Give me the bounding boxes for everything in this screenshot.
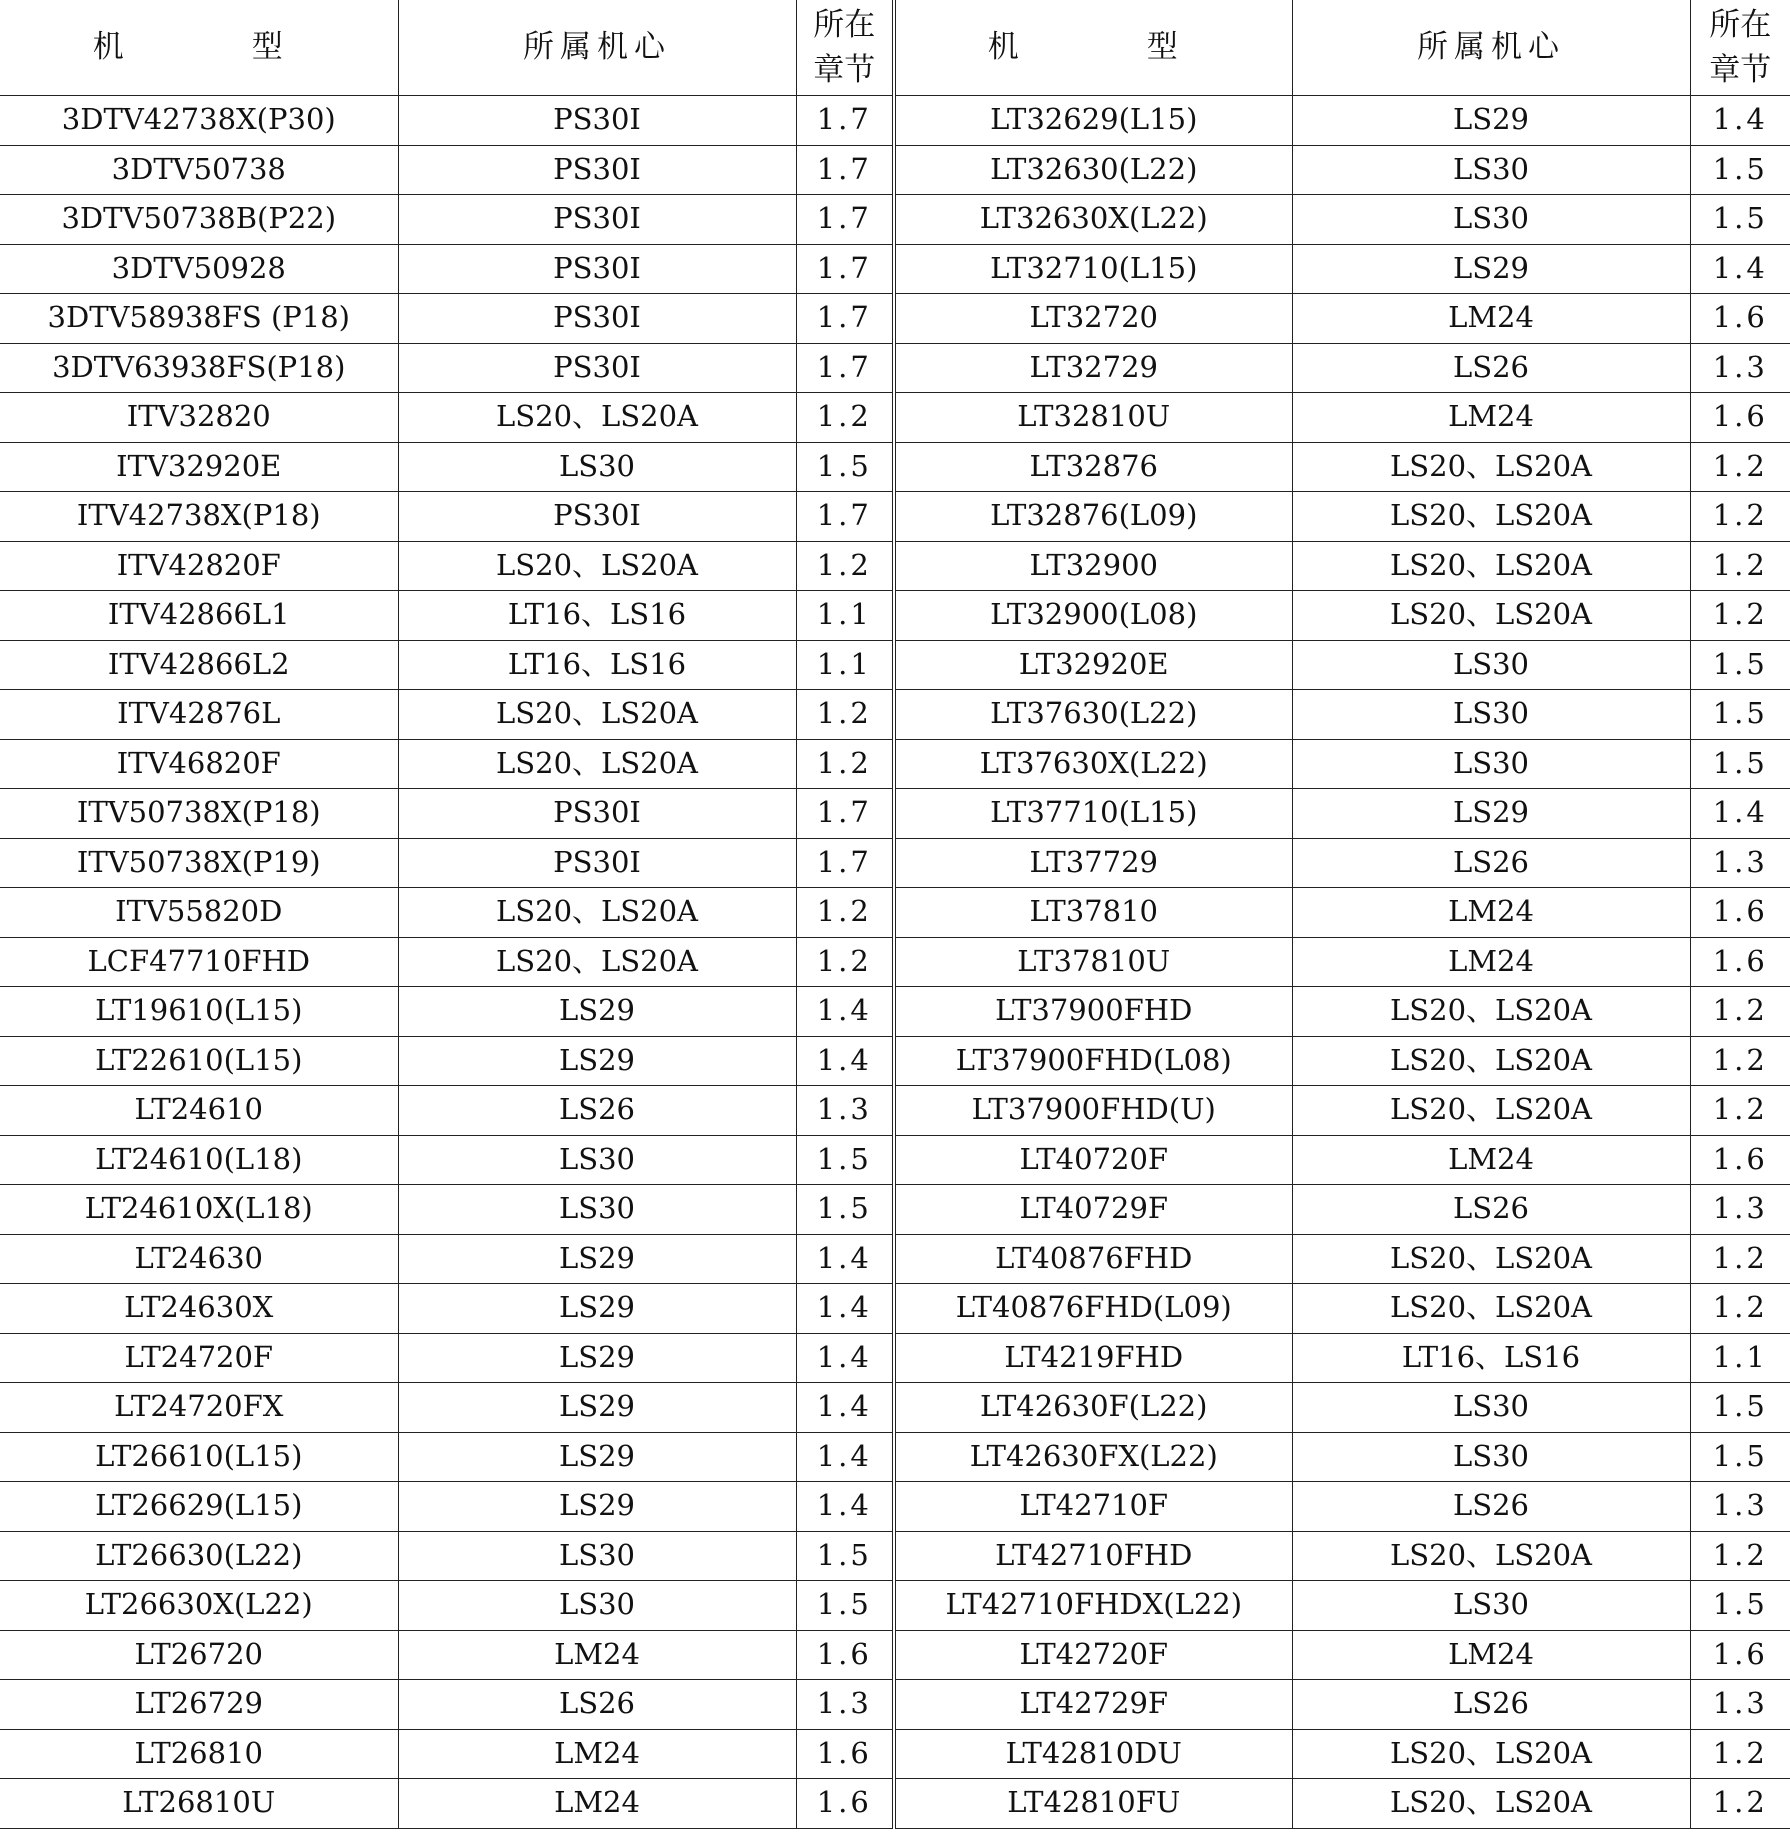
chassis-cell-right: LS30 <box>1292 1581 1690 1631</box>
header-section-right-line2: 章节 <box>1709 51 1772 88</box>
section-cell-right: 1.2 <box>1690 1086 1790 1136</box>
section-cell-left: 1.5 <box>796 1581 894 1631</box>
chassis-cell-left: LS20、LS20A <box>398 937 796 987</box>
table-row <box>0 541 1790 591</box>
model-cell-left: LT24720FX <box>0 1383 398 1433</box>
chassis-cell-left: LS29 <box>398 987 796 1037</box>
chassis-cell-left: PS30I <box>398 96 796 146</box>
table-row <box>0 492 1790 542</box>
table-row <box>0 1333 1790 1383</box>
header-model-right: 机 型 <box>894 0 1292 96</box>
table-row <box>0 1086 1790 1136</box>
section-cell-left: 1.4 <box>796 1036 894 1086</box>
chassis-cell-left: LS29 <box>398 1482 796 1532</box>
model-cell-left: LT24610X(L18) <box>0 1185 398 1235</box>
model-cell-right: LT42710FHD <box>894 1531 1292 1581</box>
chassis-cell-left: LS29 <box>398 1333 796 1383</box>
chassis-cell-right: LM24 <box>1292 1135 1690 1185</box>
chassis-cell-right: LS20、LS20A <box>1292 541 1690 591</box>
section-cell-right: 1.3 <box>1690 1185 1790 1235</box>
model-cell-left: ITV50738X(P19) <box>0 838 398 888</box>
table-row <box>0 1680 1790 1730</box>
section-cell-left: 1.4 <box>796 1333 894 1383</box>
model-cell-right: LT32900 <box>894 541 1292 591</box>
model-cell-left: LT26729 <box>0 1680 398 1730</box>
section-cell-left: 1.7 <box>796 492 894 542</box>
model-cell-left: ITV42876L <box>0 690 398 740</box>
table-row <box>0 690 1790 740</box>
table-row <box>0 838 1790 888</box>
chassis-cell-left: LS20、LS20A <box>398 888 796 938</box>
model-cell-right: LT32876 <box>894 442 1292 492</box>
chassis-cell-right: LS30 <box>1292 640 1690 690</box>
table-row <box>0 1432 1790 1482</box>
section-cell-left: 1.4 <box>796 987 894 1037</box>
table-row <box>0 1284 1790 1334</box>
section-cell-left: 1.4 <box>796 1482 894 1532</box>
chassis-cell-right: LS20、LS20A <box>1292 591 1690 641</box>
table-row <box>0 195 1790 245</box>
header-chassis-right: 所属机心 <box>1292 0 1690 96</box>
section-cell-right: 1.2 <box>1690 987 1790 1037</box>
section-cell-left: 1.7 <box>796 96 894 146</box>
chassis-cell-right: LM24 <box>1292 1630 1690 1680</box>
section-cell-right: 1.6 <box>1690 937 1790 987</box>
model-cell-right: LT37710(L15) <box>894 789 1292 839</box>
table-row <box>0 393 1790 443</box>
chassis-cell-right: LS20、LS20A <box>1292 1284 1690 1334</box>
chassis-cell-left: PS30I <box>398 294 796 344</box>
model-cell-left: LT26810 <box>0 1729 398 1779</box>
model-cell-left: LT26720 <box>0 1630 398 1680</box>
model-cell-right: LT37900FHD(L08) <box>894 1036 1292 1086</box>
model-cell-left: LT26630(L22) <box>0 1531 398 1581</box>
chassis-cell-right: LS20、LS20A <box>1292 492 1690 542</box>
model-cell-left: ITV42738X(P18) <box>0 492 398 542</box>
section-cell-left: 1.2 <box>796 541 894 591</box>
section-cell-left: 1.4 <box>796 1284 894 1334</box>
section-cell-left: 1.2 <box>796 690 894 740</box>
chassis-cell-right: LS26 <box>1292 1482 1690 1532</box>
section-cell-right: 1.6 <box>1690 294 1790 344</box>
model-cell-left: LT24610 <box>0 1086 398 1136</box>
model-cell-right: LT32810U <box>894 393 1292 443</box>
table-row <box>0 888 1790 938</box>
section-cell-left: 1.7 <box>796 294 894 344</box>
table-row <box>0 96 1790 146</box>
chassis-cell-right: LS30 <box>1292 739 1690 789</box>
section-cell-right: 1.5 <box>1690 1383 1790 1433</box>
table-row <box>0 1185 1790 1235</box>
chassis-cell-left: PS30I <box>398 492 796 542</box>
table-row <box>0 789 1790 839</box>
section-cell-left: 1.2 <box>796 739 894 789</box>
section-cell-right: 1.2 <box>1690 541 1790 591</box>
table-row <box>0 1234 1790 1284</box>
chassis-cell-right: LS20、LS20A <box>1292 1086 1690 1136</box>
chassis-cell-left: PS30I <box>398 838 796 888</box>
section-cell-left: 1.2 <box>796 937 894 987</box>
section-cell-left: 1.6 <box>796 1729 894 1779</box>
model-cell-right: LT4219FHD <box>894 1333 1292 1383</box>
chassis-cell-left: LS29 <box>398 1036 796 1086</box>
chassis-cell-right: LT16、LS16 <box>1292 1333 1690 1383</box>
chassis-cell-right: LM24 <box>1292 937 1690 987</box>
section-cell-left: 1.2 <box>796 888 894 938</box>
section-cell-left: 1.3 <box>796 1086 894 1136</box>
chassis-cell-left: LS30 <box>398 442 796 492</box>
section-cell-right: 1.4 <box>1690 789 1790 839</box>
table-row <box>0 1036 1790 1086</box>
section-cell-right: 1.4 <box>1690 96 1790 146</box>
chassis-cell-left: LM24 <box>398 1779 796 1829</box>
chassis-cell-left: PS30I <box>398 244 796 294</box>
model-cell-left: ITV42866L2 <box>0 640 398 690</box>
model-cell-left: LT24630 <box>0 1234 398 1284</box>
section-cell-left: 1.2 <box>796 393 894 443</box>
section-cell-right: 1.3 <box>1690 838 1790 888</box>
model-cell-right: LT37810 <box>894 888 1292 938</box>
chassis-cell-left: LS29 <box>398 1383 796 1433</box>
section-cell-left: 1.6 <box>796 1630 894 1680</box>
section-cell-right: 1.6 <box>1690 1135 1790 1185</box>
model-cell-right: LT32710(L15) <box>894 244 1292 294</box>
model-cell-right: LT32630X(L22) <box>894 195 1292 245</box>
section-cell-left: 1.3 <box>796 1680 894 1730</box>
table-row <box>0 244 1790 294</box>
model-cell-left: 3DTV50738B(P22) <box>0 195 398 245</box>
model-cell-left: LT24720F <box>0 1333 398 1383</box>
section-cell-left: 1.7 <box>796 244 894 294</box>
model-cell-left: ITV42866L1 <box>0 591 398 641</box>
chassis-cell-left: PS30I <box>398 343 796 393</box>
model-cell-left: 3DTV42738X(P30) <box>0 96 398 146</box>
model-cell-left: ITV46820F <box>0 739 398 789</box>
header-section-left-line1: 所在 <box>813 6 876 43</box>
chassis-cell-left: LS29 <box>398 1284 796 1334</box>
model-cell-right: LT40720F <box>894 1135 1292 1185</box>
model-cell-left: LCF47710FHD <box>0 937 398 987</box>
chassis-cell-right: LS30 <box>1292 145 1690 195</box>
section-cell-left: 1.7 <box>796 838 894 888</box>
header-section-left <box>796 0 894 96</box>
table-row <box>0 442 1790 492</box>
table-row <box>0 1729 1790 1779</box>
section-cell-left: 1.5 <box>796 1531 894 1581</box>
table-row <box>0 1482 1790 1532</box>
chassis-cell-right: LS26 <box>1292 838 1690 888</box>
chassis-cell-left: LS30 <box>398 1531 796 1581</box>
section-cell-right: 1.2 <box>1690 1234 1790 1284</box>
model-cell-left: LT26610(L15) <box>0 1432 398 1482</box>
header-model-left: 机 型 <box>0 0 398 96</box>
section-cell-right: 1.2 <box>1690 1036 1790 1086</box>
chassis-cell-left: LS30 <box>398 1185 796 1235</box>
section-cell-right: 1.4 <box>1690 244 1790 294</box>
model-cell-right: LT37630X(L22) <box>894 739 1292 789</box>
model-cell-left: LT24610(L18) <box>0 1135 398 1185</box>
table-row <box>0 294 1790 344</box>
chassis-cell-right: LS20、LS20A <box>1292 1234 1690 1284</box>
model-cell-right: LT37900FHD <box>894 987 1292 1037</box>
section-cell-right: 1.2 <box>1690 591 1790 641</box>
model-cell-right: LT32729 <box>894 343 1292 393</box>
section-cell-right: 1.2 <box>1690 1284 1790 1334</box>
header-section-right-line1: 所在 <box>1709 6 1772 43</box>
section-cell-right: 1.6 <box>1690 1630 1790 1680</box>
chassis-cell-right: LS20、LS20A <box>1292 987 1690 1037</box>
model-cell-right: LT32876(L09) <box>894 492 1292 542</box>
model-cell-left: ITV32820 <box>0 393 398 443</box>
model-cell-right: LT40876FHD <box>894 1234 1292 1284</box>
chassis-cell-right: LS26 <box>1292 343 1690 393</box>
chassis-cell-right: LS20、LS20A <box>1292 1531 1690 1581</box>
model-cell-left: ITV50738X(P18) <box>0 789 398 839</box>
chassis-cell-right: LS30 <box>1292 690 1690 740</box>
section-cell-left: 1.7 <box>796 789 894 839</box>
chassis-cell-left: LS29 <box>398 1432 796 1482</box>
table-row <box>0 1581 1790 1631</box>
table-row <box>0 591 1790 641</box>
model-cell-left: 3DTV50738 <box>0 145 398 195</box>
chassis-cell-left: LM24 <box>398 1729 796 1779</box>
model-cell-right: LT42630FX(L22) <box>894 1432 1292 1482</box>
chassis-cell-right: LS29 <box>1292 789 1690 839</box>
table-row <box>0 1630 1790 1680</box>
table-row <box>0 145 1790 195</box>
table-row <box>0 937 1790 987</box>
chassis-cell-right: LS29 <box>1292 244 1690 294</box>
model-cell-right: LT42810DU <box>894 1729 1292 1779</box>
header-section-right <box>1690 0 1790 96</box>
chassis-cell-left: LS29 <box>398 1234 796 1284</box>
chassis-cell-left: LS30 <box>398 1135 796 1185</box>
table-row <box>0 739 1790 789</box>
section-cell-left: 1.1 <box>796 591 894 641</box>
section-cell-right: 1.5 <box>1690 739 1790 789</box>
chassis-cell-left: PS30I <box>398 789 796 839</box>
model-cell-right: LT40876FHD(L09) <box>894 1284 1292 1334</box>
model-cell-right: LT32720 <box>894 294 1292 344</box>
chassis-cell-right: LS20、LS20A <box>1292 1779 1690 1829</box>
chassis-cell-right: LS20、LS20A <box>1292 442 1690 492</box>
table-row <box>0 1383 1790 1433</box>
chassis-cell-left: LS20、LS20A <box>398 541 796 591</box>
section-cell-right: 1.5 <box>1690 195 1790 245</box>
section-cell-right: 1.6 <box>1690 888 1790 938</box>
section-cell-left: 1.7 <box>796 343 894 393</box>
section-cell-right: 1.2 <box>1690 1779 1790 1829</box>
model-cell-left: LT26810U <box>0 1779 398 1829</box>
chassis-cell-right: LS20、LS20A <box>1292 1036 1690 1086</box>
chassis-cell-right: LS30 <box>1292 1383 1690 1433</box>
chassis-cell-right: LM24 <box>1292 888 1690 938</box>
chassis-cell-left: PS30I <box>398 195 796 245</box>
section-cell-right: 1.6 <box>1690 393 1790 443</box>
model-cell-right: LT42720F <box>894 1630 1292 1680</box>
chassis-cell-left: LS20、LS20A <box>398 393 796 443</box>
section-cell-left: 1.5 <box>796 442 894 492</box>
chassis-cell-right: LS26 <box>1292 1185 1690 1235</box>
chassis-cell-left: LM24 <box>398 1630 796 1680</box>
model-cell-right: LT37630(L22) <box>894 690 1292 740</box>
section-cell-left: 1.7 <box>796 145 894 195</box>
section-cell-right: 1.3 <box>1690 1482 1790 1532</box>
chassis-cell-right: LS30 <box>1292 1432 1690 1482</box>
section-cell-right: 1.5 <box>1690 640 1790 690</box>
table-header <box>0 0 1790 96</box>
header-section-left-line2: 章节 <box>813 51 876 88</box>
section-cell-left: 1.5 <box>796 1135 894 1185</box>
chassis-cell-left: LS30 <box>398 1581 796 1631</box>
section-cell-right: 1.5 <box>1690 1581 1790 1631</box>
chassis-cell-left: LS20、LS20A <box>398 690 796 740</box>
chassis-cell-right: LS29 <box>1292 96 1690 146</box>
section-cell-right: 1.5 <box>1690 145 1790 195</box>
model-cell-right: LT42630F(L22) <box>894 1383 1292 1433</box>
table-row <box>0 1531 1790 1581</box>
section-cell-left: 1.1 <box>796 640 894 690</box>
header-chassis-left: 所属机心 <box>398 0 796 96</box>
model-cell-right: LT32630(L22) <box>894 145 1292 195</box>
chassis-cell-left: LT16、LS16 <box>398 591 796 641</box>
model-cell-right: LT37729 <box>894 838 1292 888</box>
chassis-cell-left: PS30I <box>398 145 796 195</box>
section-cell-left: 1.4 <box>796 1234 894 1284</box>
chassis-cell-left: LS20、LS20A <box>398 739 796 789</box>
table-body <box>0 96 1790 1829</box>
chassis-cell-left: LS26 <box>398 1680 796 1730</box>
model-cell-left: ITV32920E <box>0 442 398 492</box>
chassis-cell-right: LS20、LS20A <box>1292 1729 1690 1779</box>
section-cell-right: 1.2 <box>1690 442 1790 492</box>
table-row <box>0 1135 1790 1185</box>
section-cell-left: 1.7 <box>796 195 894 245</box>
model-cell-right: LT42710FHDX(L22) <box>894 1581 1292 1631</box>
chassis-cell-right: LS30 <box>1292 195 1690 245</box>
table-row <box>0 343 1790 393</box>
model-cell-right: LT42810FU <box>894 1779 1292 1829</box>
section-cell-left: 1.5 <box>796 1185 894 1235</box>
model-cell-left: LT26630X(L22) <box>0 1581 398 1631</box>
model-cell-right: LT42710F <box>894 1482 1292 1532</box>
model-cell-left: LT19610(L15) <box>0 987 398 1037</box>
section-cell-right: 1.3 <box>1690 1680 1790 1730</box>
model-cell-left: 3DTV50928 <box>0 244 398 294</box>
section-cell-left: 1.4 <box>796 1432 894 1482</box>
section-cell-right: 1.2 <box>1690 1531 1790 1581</box>
section-cell-left: 1.6 <box>796 1779 894 1829</box>
table-row <box>0 987 1790 1037</box>
header-row <box>0 0 1790 96</box>
section-cell-left: 1.4 <box>796 1383 894 1433</box>
section-cell-right: 1.3 <box>1690 343 1790 393</box>
model-cell-left: LT24630X <box>0 1284 398 1334</box>
model-cell-left: 3DTV63938FS(P18) <box>0 343 398 393</box>
chassis-cell-left: LS26 <box>398 1086 796 1136</box>
section-cell-right: 1.2 <box>1690 492 1790 542</box>
model-cell-right: LT37900FHD(U) <box>894 1086 1292 1136</box>
model-cell-right: LT32920E <box>894 640 1292 690</box>
chassis-cell-right: LS26 <box>1292 1680 1690 1730</box>
chassis-cell-right: LM24 <box>1292 294 1690 344</box>
model-cell-left: LT26629(L15) <box>0 1482 398 1532</box>
model-cell-left: ITV42820F <box>0 541 398 591</box>
section-cell-right: 1.2 <box>1690 1729 1790 1779</box>
model-cell-left: 3DTV58938FS (P18) <box>0 294 398 344</box>
model-cell-left: ITV55820D <box>0 888 398 938</box>
section-cell-right: 1.1 <box>1690 1333 1790 1383</box>
chassis-cell-right: LM24 <box>1292 393 1690 443</box>
section-cell-right: 1.5 <box>1690 690 1790 740</box>
model-cell-right: LT40729F <box>894 1185 1292 1235</box>
section-cell-right: 1.5 <box>1690 1432 1790 1482</box>
model-cell-right: LT32900(L08) <box>894 591 1292 641</box>
model-cell-left: LT22610(L15) <box>0 1036 398 1086</box>
table-row <box>0 640 1790 690</box>
model-cell-right: LT42729F <box>894 1680 1292 1730</box>
chassis-cell-left: LT16、LS16 <box>398 640 796 690</box>
model-cell-right: LT37810U <box>894 937 1292 987</box>
model-cell-right: LT32629(L15) <box>894 96 1292 146</box>
table-row <box>0 1779 1790 1829</box>
